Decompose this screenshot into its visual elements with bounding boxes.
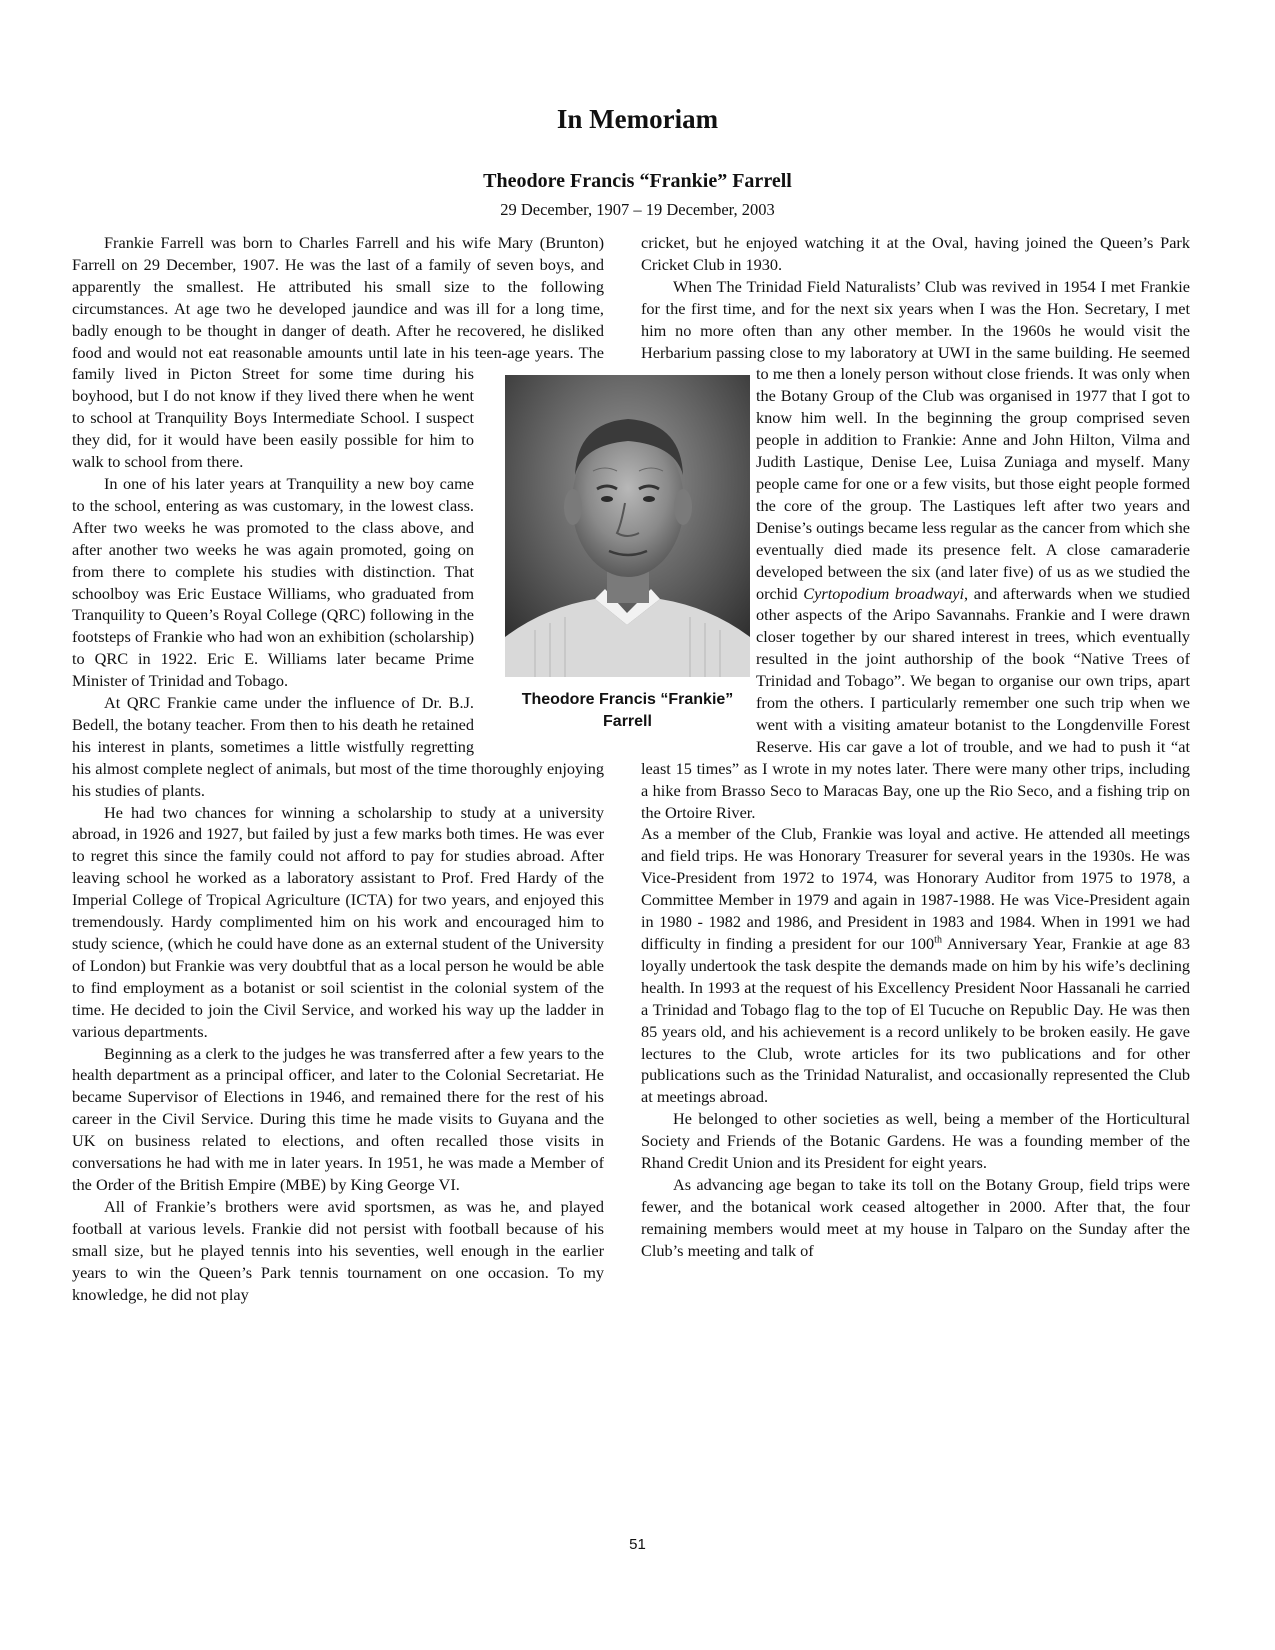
paragraph: In one of his later years at Tranquility a new boy came to the school, entering as was customary, in the lowest class. After two weeks he was promoted to the class above, and after another two weeks he was again promoted, going on from there to complete his studies with distinction. That schoolboy was Eric Eustace Williams, who graduated from Tranquility to Queen’s Royal College (QRC) following in the footsteps of Frankie who had won an exhibition (scholarship) to QRC in 1922. Eric E. Williams later became Prime Minister of Trinidad and Tobago. bbox=[72, 473, 474, 691]
portrait-photo bbox=[505, 375, 750, 677]
page-number: 51 bbox=[629, 1536, 646, 1553]
memoriam-subject: Theodore Francis “Frankie” Farrell bbox=[483, 170, 792, 192]
paragraph-text: , and afterwards when we studied other aspects of the Aripo Savannahs. Frankie and I were drawn closer together by our shared interest in trees, which eventually resulted in the joint authorship of the book “Native Trees of Trinidad and Tobago”. We began to organise our own trips, apart from the others. I particularly remember one such trip when we went with a visiting amateur botanist to the Longdenville Forest Reserve. His car gave a lot of trouble, and we had to push it “at least 15 times” as I wrote in my notes later. There were many other trips, including a hike from Brasso Seco to Maracas Bay, one up the Rio Seco, and a fishing trip on the Ortoire River. bbox=[641, 583, 1190, 822]
photo-caption bbox=[505, 689, 750, 733]
paragraph bbox=[641, 823, 1190, 1108]
paragraph: At QRC Frankie came under the influence of Dr. B.J. Bedell, the botany teacher. From then to his death he retained his interest in plants, sometimes a little wistfully regretting his almost complete neglect of animals, but most of the time thoroughly enjoying his studies of plants. bbox=[72, 693, 604, 800]
caption-line: Farrell bbox=[603, 713, 652, 730]
paragraph: He had two chances for winning a scholarship to study at a university abroad, in 1926 and 1927, but failed by just a few marks both times. He was ever to regret this since the family could not afford to pay for studies abroad. After leaving school he worked as a laboratory assistant to Prof. Fred Hardy of the Imperial College of Tropical Agriculture (ICTA) for two years, and enjoyed this tremendously. Hardy complimented him on his work and encouraged him to study science, (which he could have done as an external student of the University of London) but Frankie was very doubtful that as a local person he would be able to find employment as a botanist or soil scientist in the colonial system of the time. He decided to join the Civil Service, and worked his way up the ladder in various departments. bbox=[72, 802, 604, 1041]
paragraph: Frankie Farrell was born to Charles Farrell and his wife Mary (Brunton) Farrell on 29 December, 1907. He was the last of a family of seven boys, and apparently the smallest. He attributed his small size to the following circumstances. At age two he developed jaundice and was ill for a long time, badly enough to be thought in danger of death. After he recovered, he disliked food and would not eat reasonable amounts until late in his teen-age years. The family lived in Picton Street for some time during his boyhood, but I do not know if they lived there when he went to school at Tranquility Boys Intermediate School. I suspect they did, for it would have been easily possible for him to walk to school from there. bbox=[72, 233, 604, 472]
page-title: In Memoriam bbox=[556, 104, 719, 134]
superscript: th bbox=[934, 934, 942, 946]
paragraph-text: When The Trinidad Field Naturalists’ Club was revived in 1954 I met Frankie for the first time, and for the next six years when I was the Hon. Secretary, I met him no more often than any other member. In the 1960s he would visit the Herbarium passing close to my laboratory at UWI in the same building. He seemed to me then a lonely person without close friends. It was only when the Botany Group of the Club was organised in 1977 that I got to know him well. In the beginning the group comprised seven people in addition to Frankie: Anne and John Hilton, Vilma and Judith Lastique, Denise Lee, Luisa Zuniaga and myself. Many people came for one or a few visits, but those eight people formed the core of the group. The Lastiques left after two years and Denise’s outings became less regular as the cancer from which she eventually died made its presence felt. A close camaraderie developed between the six (and later five) of us as we studied the orchid bbox=[641, 276, 1190, 603]
caption-line: Theodore Francis “Frankie” bbox=[521, 691, 734, 708]
species-name: Cyrtopodium broadwayi bbox=[803, 583, 964, 603]
paragraph: As advancing age began to take its toll on the Botany Group, field trips were fewer, and the botanical work ceased altogether in 2000. After that, the four remaining members would meet at my house in Talparo on the Sunday after the Club’s meeting and talk of bbox=[641, 1174, 1190, 1260]
paragraph-text: Anniversary Year, Frankie at age 83 loyally undertook the task despite the demands made on him by his wife’s declining health. In 1993 at the request of his Excellency President Noor Hassanali he carried a Trinidad and Tobago flag to the top of El Tucuche on Republic Day. He was then 85 years old, and his achievement is a record unlikely to be broken easily. He gave lectures to the Club, wrote articles for its two publications and for other publications such as the Trinidad Naturalist, and occasionally represented the Club at meetings abroad. bbox=[641, 934, 1190, 1107]
life-dates: 29 December, 1907 – 19 December, 2003 bbox=[500, 200, 775, 219]
paragraph: He belonged to other societies as well, being a member of the Horticultural Society and Friends of the Botanic Gardens. He was a founding member of the Rhand Credit Union and its President for eight years. bbox=[641, 1109, 1190, 1173]
paragraph-text: As a member of the Club, Frankie was loyal and active. He attended all meetings and field trips. He was Honorary Treasurer for several years in the 1930s. He was Vice-President from 1972 to 1974, was Honorary Auditor from 1975 to 1978, a Committee Member in 1979 and again in 1987-1988. He was Vice-President again in 1980 - 1982 and 1986, and President in 1983 and 1984. When in 1991 we had difficulty in finding a president for our 100 bbox=[641, 824, 1190, 953]
paragraph: cricket, but he enjoyed watching it at the Oval, having joined the Queen’s Park Cricket Club in 1930. bbox=[641, 233, 1190, 274]
paragraph: All of Frankie’s brothers were avid sportsmen, as was he, and played football at various levels. Frankie did not persist with football because of his small size, but he played tennis into his seventies, well enough in the earlier years to win the Queen’s Park tennis tournament on one occasion. To my knowledge, he did not play bbox=[72, 1196, 604, 1304]
paragraph: Beginning as a clerk to the judges he was transferred after a few years to the health department as a principal officer, and later to the Colonial Secretariat. He became Supervisor of Elections in 1946, and remained there for the rest of his career in the Civil Service. During this time he made visits to Guyana and the UK on business related to elections, and often recalled those visits in conversations he had with me in later years. In 1951, he was made a Member of the Order of the British Empire (MBE) by King George VI. bbox=[72, 1043, 604, 1194]
portrait-figure bbox=[505, 375, 750, 733]
